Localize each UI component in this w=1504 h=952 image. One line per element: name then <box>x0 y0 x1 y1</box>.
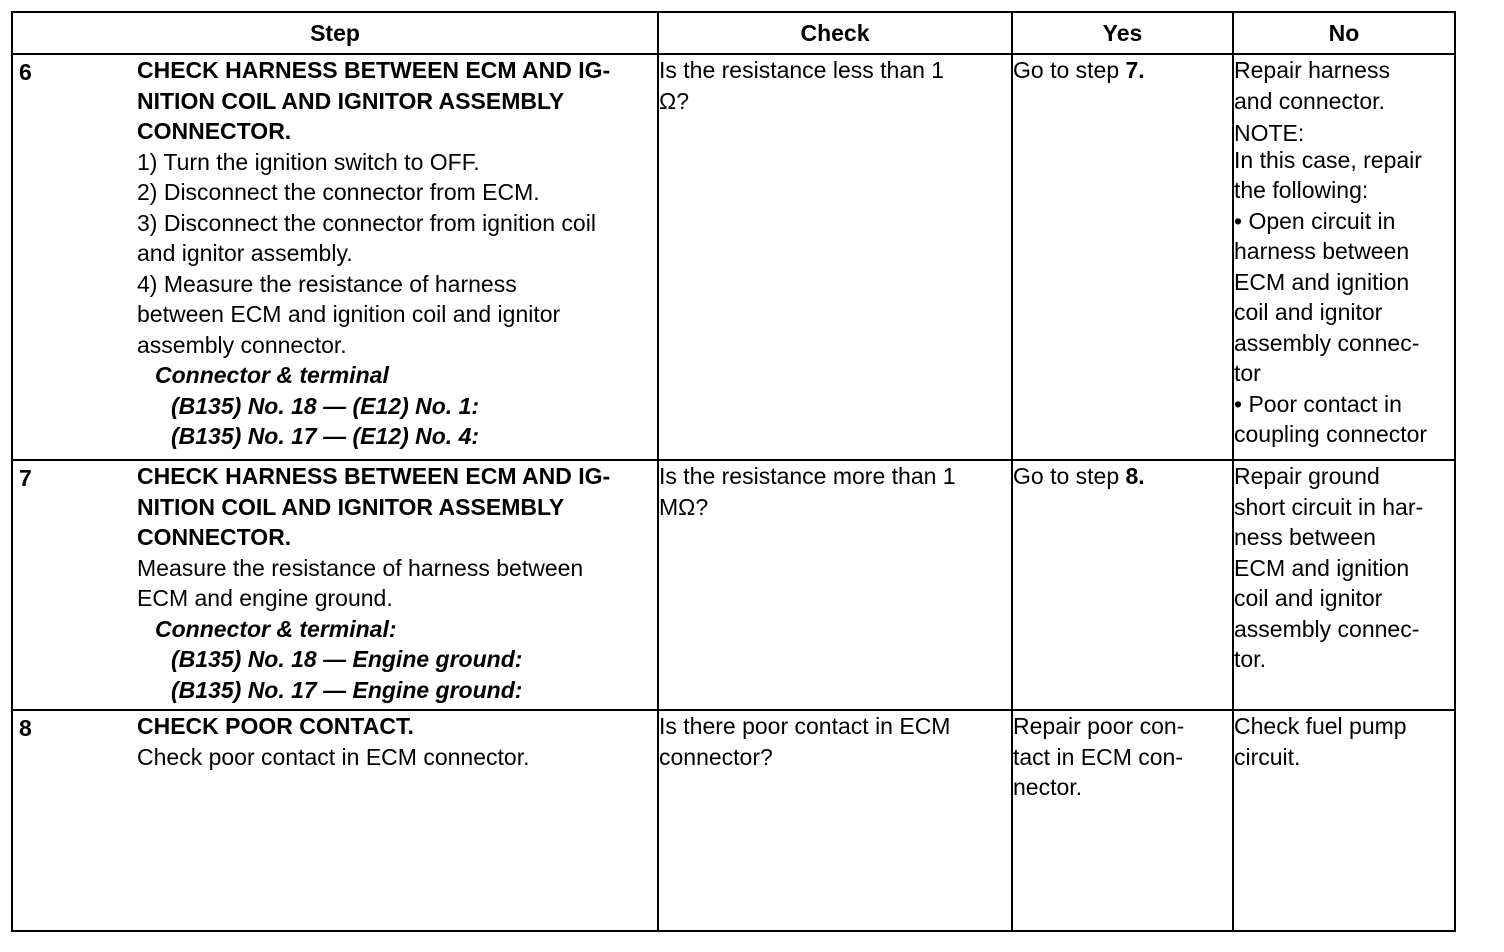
table-row <box>12 710 1455 931</box>
no-text: Check fuel pump <box>1234 713 1407 739</box>
no-text: ness between <box>1234 524 1376 550</box>
yes-step-ref: 8. <box>1125 463 1145 489</box>
no-text: tor. <box>1234 646 1266 672</box>
step-title: CHECK HARNESS BETWEEN ECM AND IG- <box>137 57 611 83</box>
check-text: Ω? <box>659 87 689 114</box>
connector-label: Connector & terminal <box>155 362 389 388</box>
no-text: ECM and ignition <box>1234 554 1410 581</box>
step-instruction: Check poor contact in ECM connector. <box>137 743 530 770</box>
check-text: Is the resistance less than 1 <box>659 57 945 83</box>
check-cell <box>658 460 1012 710</box>
step-title: NITION COIL AND IGNITOR ASSEMBLY <box>137 493 565 520</box>
no-cell <box>1233 54 1455 460</box>
check-text: Is there poor contact in ECM <box>659 713 951 739</box>
step-title: CHECK HARNESS BETWEEN ECM AND IG- <box>137 463 611 489</box>
yes-text: Go to step <box>1013 463 1126 489</box>
yes-step-ref: 7. <box>1125 57 1145 83</box>
yes-cell <box>1012 460 1233 710</box>
table-row <box>12 54 1455 460</box>
yes-text: Go to step <box>1013 57 1126 83</box>
step-instruction: 1) Turn the ignition switch to OFF. <box>137 148 480 175</box>
no-text: coil and ignitor <box>1234 585 1383 611</box>
connector-terminal: (B135) No. 17 — (E12) No. 4: <box>171 423 480 449</box>
note-text: In this case, repair <box>1234 147 1422 173</box>
step-cell <box>12 54 658 460</box>
step-instruction: between ECM and ignition coil and ignitor <box>137 301 561 327</box>
header-no: No <box>1233 12 1455 54</box>
check-cell <box>658 710 1012 931</box>
connector-label: Connector & terminal: <box>155 615 397 642</box>
no-text: circuit. <box>1234 743 1301 770</box>
yes-text: nector. <box>1013 774 1083 800</box>
no-text: short circuit in har- <box>1234 493 1424 520</box>
no-cell <box>1233 710 1455 931</box>
note-text: • Poor contact in <box>1234 390 1402 417</box>
step-title: CONNECTOR. <box>137 524 292 550</box>
note-text: tor <box>1234 360 1261 386</box>
step-number: 7 <box>19 465 32 491</box>
check-text: Is the resistance more than 1 <box>659 463 956 489</box>
note-text: coil and ignitor <box>1234 299 1383 325</box>
step-instruction: assembly connector. <box>137 331 347 358</box>
header-row <box>12 12 1455 54</box>
no-text: and connector. <box>1234 87 1385 114</box>
header-yes: Yes <box>1012 12 1233 54</box>
step-cell <box>12 460 658 710</box>
yes-text: tact in ECM con- <box>1013 743 1183 770</box>
step-cell <box>12 710 658 931</box>
step-instruction: 2) Disconnect the connector from ECM. <box>137 179 540 205</box>
step-title: CONNECTOR. <box>137 118 292 144</box>
step-instruction: 4) Measure the resistance of harness <box>137 270 517 297</box>
note-text: harness between <box>1234 238 1410 264</box>
step-number: 6 <box>19 59 32 85</box>
step-instruction: and ignitor assembly. <box>137 240 353 266</box>
yes-text: Repair poor con- <box>1013 713 1185 739</box>
step-title: CHECK POOR CONTACT. <box>137 713 414 739</box>
connector-terminal: (B135) No. 18 — Engine ground: <box>171 646 523 672</box>
yes-cell <box>1012 710 1233 931</box>
step-number: 8 <box>19 715 32 741</box>
header-check: Check <box>658 12 1012 54</box>
connector-terminal: (B135) No. 17 — Engine ground: <box>171 676 523 703</box>
connector-terminal: (B135) No. 18 — (E12) No. 1: <box>171 392 480 419</box>
step-instruction: Measure the resistance of harness between <box>137 554 584 581</box>
step-instruction: ECM and engine ground. <box>137 585 393 611</box>
note-text: coupling connector <box>1234 421 1428 447</box>
check-text: MΩ? <box>659 493 709 520</box>
check-text: connector? <box>659 743 773 770</box>
note-label: NOTE: <box>1234 120 1305 146</box>
no-text: Repair ground <box>1234 463 1380 489</box>
no-cell <box>1233 460 1455 710</box>
yes-cell <box>1012 54 1233 460</box>
check-cell <box>658 54 1012 460</box>
note-text: • Open circuit in <box>1234 207 1396 234</box>
no-text: Repair harness <box>1234 57 1390 83</box>
step-instruction: 3) Disconnect the connector from ignition coil <box>137 209 596 236</box>
note-text: assembly connec- <box>1234 329 1420 356</box>
header-step: Step <box>12 12 658 54</box>
table-row <box>12 460 1455 710</box>
diagnostic-table <box>11 11 1456 932</box>
note-text: the following: <box>1234 177 1369 203</box>
step-title: NITION COIL AND IGNITOR ASSEMBLY <box>137 87 565 114</box>
no-text: assembly connec- <box>1234 615 1420 642</box>
note-text: ECM and ignition <box>1234 268 1410 295</box>
